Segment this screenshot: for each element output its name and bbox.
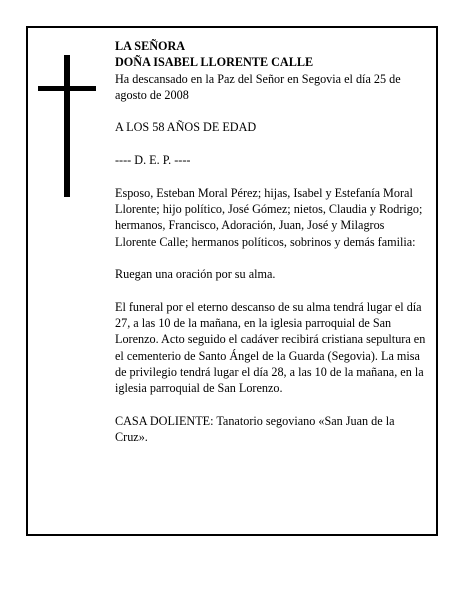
death-announcement: Ha descansado en la Paz del Señor en Segovia el día 25 de agosto de 2008 bbox=[115, 71, 401, 102]
age-line: A LOS 58 AÑOS DE EDAD bbox=[115, 120, 257, 135]
title-line-1: LA SEÑORA bbox=[115, 39, 186, 53]
cross-horizontal-bar bbox=[38, 86, 96, 91]
funeral-paragraph: El funeral por el eterno descanso de su alma tendrá lugar el día 27, a las 10 de la mañana, en la iglesia parroquial de San Lorenzo. Acto seguido el cadáver recibirá cristiana sepultura en el cementerio de Santo Ángel de la Guarda (Segovia). La misa de privilegio tendrá lugar el día 28, a las 10 de la mañana, en la iglesia parroquial de San Lorenzo. bbox=[115, 299, 426, 396]
family-paragraph: Esposo, Esteban Moral Pérez; hijas, Isabel y Estefanía Moral Llorente; hijo político, José Gómez; nietos, Claudia y Rodrigo; hermanos, Francisco, Adoración, Juan, José y Milagros Llorente Calle; hermanos políticos, sobrinos y demás familia: bbox=[115, 185, 423, 249]
rip-line: ---- D. E. P. ---- bbox=[115, 153, 191, 168]
mourning-house: CASA DOLIENTE: Tanatorio segoviano «San Juan de la Cruz». bbox=[115, 413, 395, 445]
prayer-request: Ruegan una oración por su alma. bbox=[115, 267, 276, 282]
cross-vertical-bar bbox=[64, 55, 70, 197]
deceased-name: DOÑA ISABEL LLORENTE CALLE bbox=[115, 55, 314, 70]
obituary-text bbox=[115, 38, 427, 445]
